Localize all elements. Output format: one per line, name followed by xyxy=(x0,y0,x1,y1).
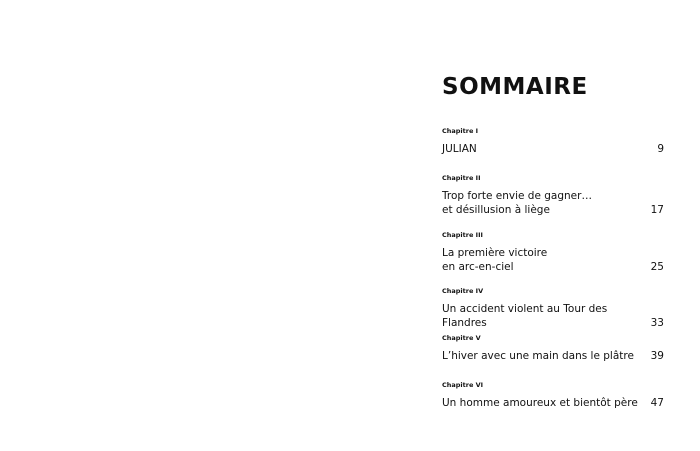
chapter-label: Chapitre III xyxy=(442,231,483,239)
toc-entry-row xyxy=(442,349,664,363)
page-number: 47 xyxy=(650,397,664,409)
page-number: 39 xyxy=(650,350,664,362)
toc-entry-chapter-4 xyxy=(442,287,664,330)
page-number: 9 xyxy=(657,143,664,155)
toc-entry-chapter-3 xyxy=(442,231,664,274)
chapter-title: Trop forte envie de gagner… et désillusion à liège xyxy=(442,190,592,216)
toc-entry-chapter-5 xyxy=(442,334,664,363)
toc-entry-chapter-2 xyxy=(442,174,664,217)
toc-entry-row xyxy=(442,142,664,156)
toc-entry-row xyxy=(442,302,664,330)
toc-entry-row xyxy=(442,189,664,217)
chapter-title: Un homme amoureux et bientôt père xyxy=(442,397,638,409)
toc-entry-row xyxy=(442,396,664,410)
chapter-title: L’hiver avec une main dans le plâtre xyxy=(442,350,634,362)
page-number: 33 xyxy=(650,317,664,329)
table-of-contents xyxy=(442,73,664,409)
chapter-title: JULIAN xyxy=(442,143,477,155)
chapter-label: Chapitre V xyxy=(442,334,481,342)
chapter-label: Chapitre I xyxy=(442,127,479,135)
chapter-label: Chapitre IV xyxy=(442,287,484,295)
page-title: SOMMAIRE xyxy=(442,74,588,100)
chapter-title: La première victoire en arc-en-ciel xyxy=(442,247,548,273)
toc-entry-chapter-1 xyxy=(442,127,664,156)
chapter-label: Chapitre II xyxy=(442,174,481,182)
page-number: 17 xyxy=(650,204,664,216)
chapter-label: Chapitre VI xyxy=(442,381,484,389)
toc-entry-row xyxy=(442,246,664,274)
page-number: 25 xyxy=(650,261,664,273)
toc-entry-chapter-6 xyxy=(442,381,664,410)
chapter-title: Un accident violent au Tour des Flandres xyxy=(442,303,608,329)
